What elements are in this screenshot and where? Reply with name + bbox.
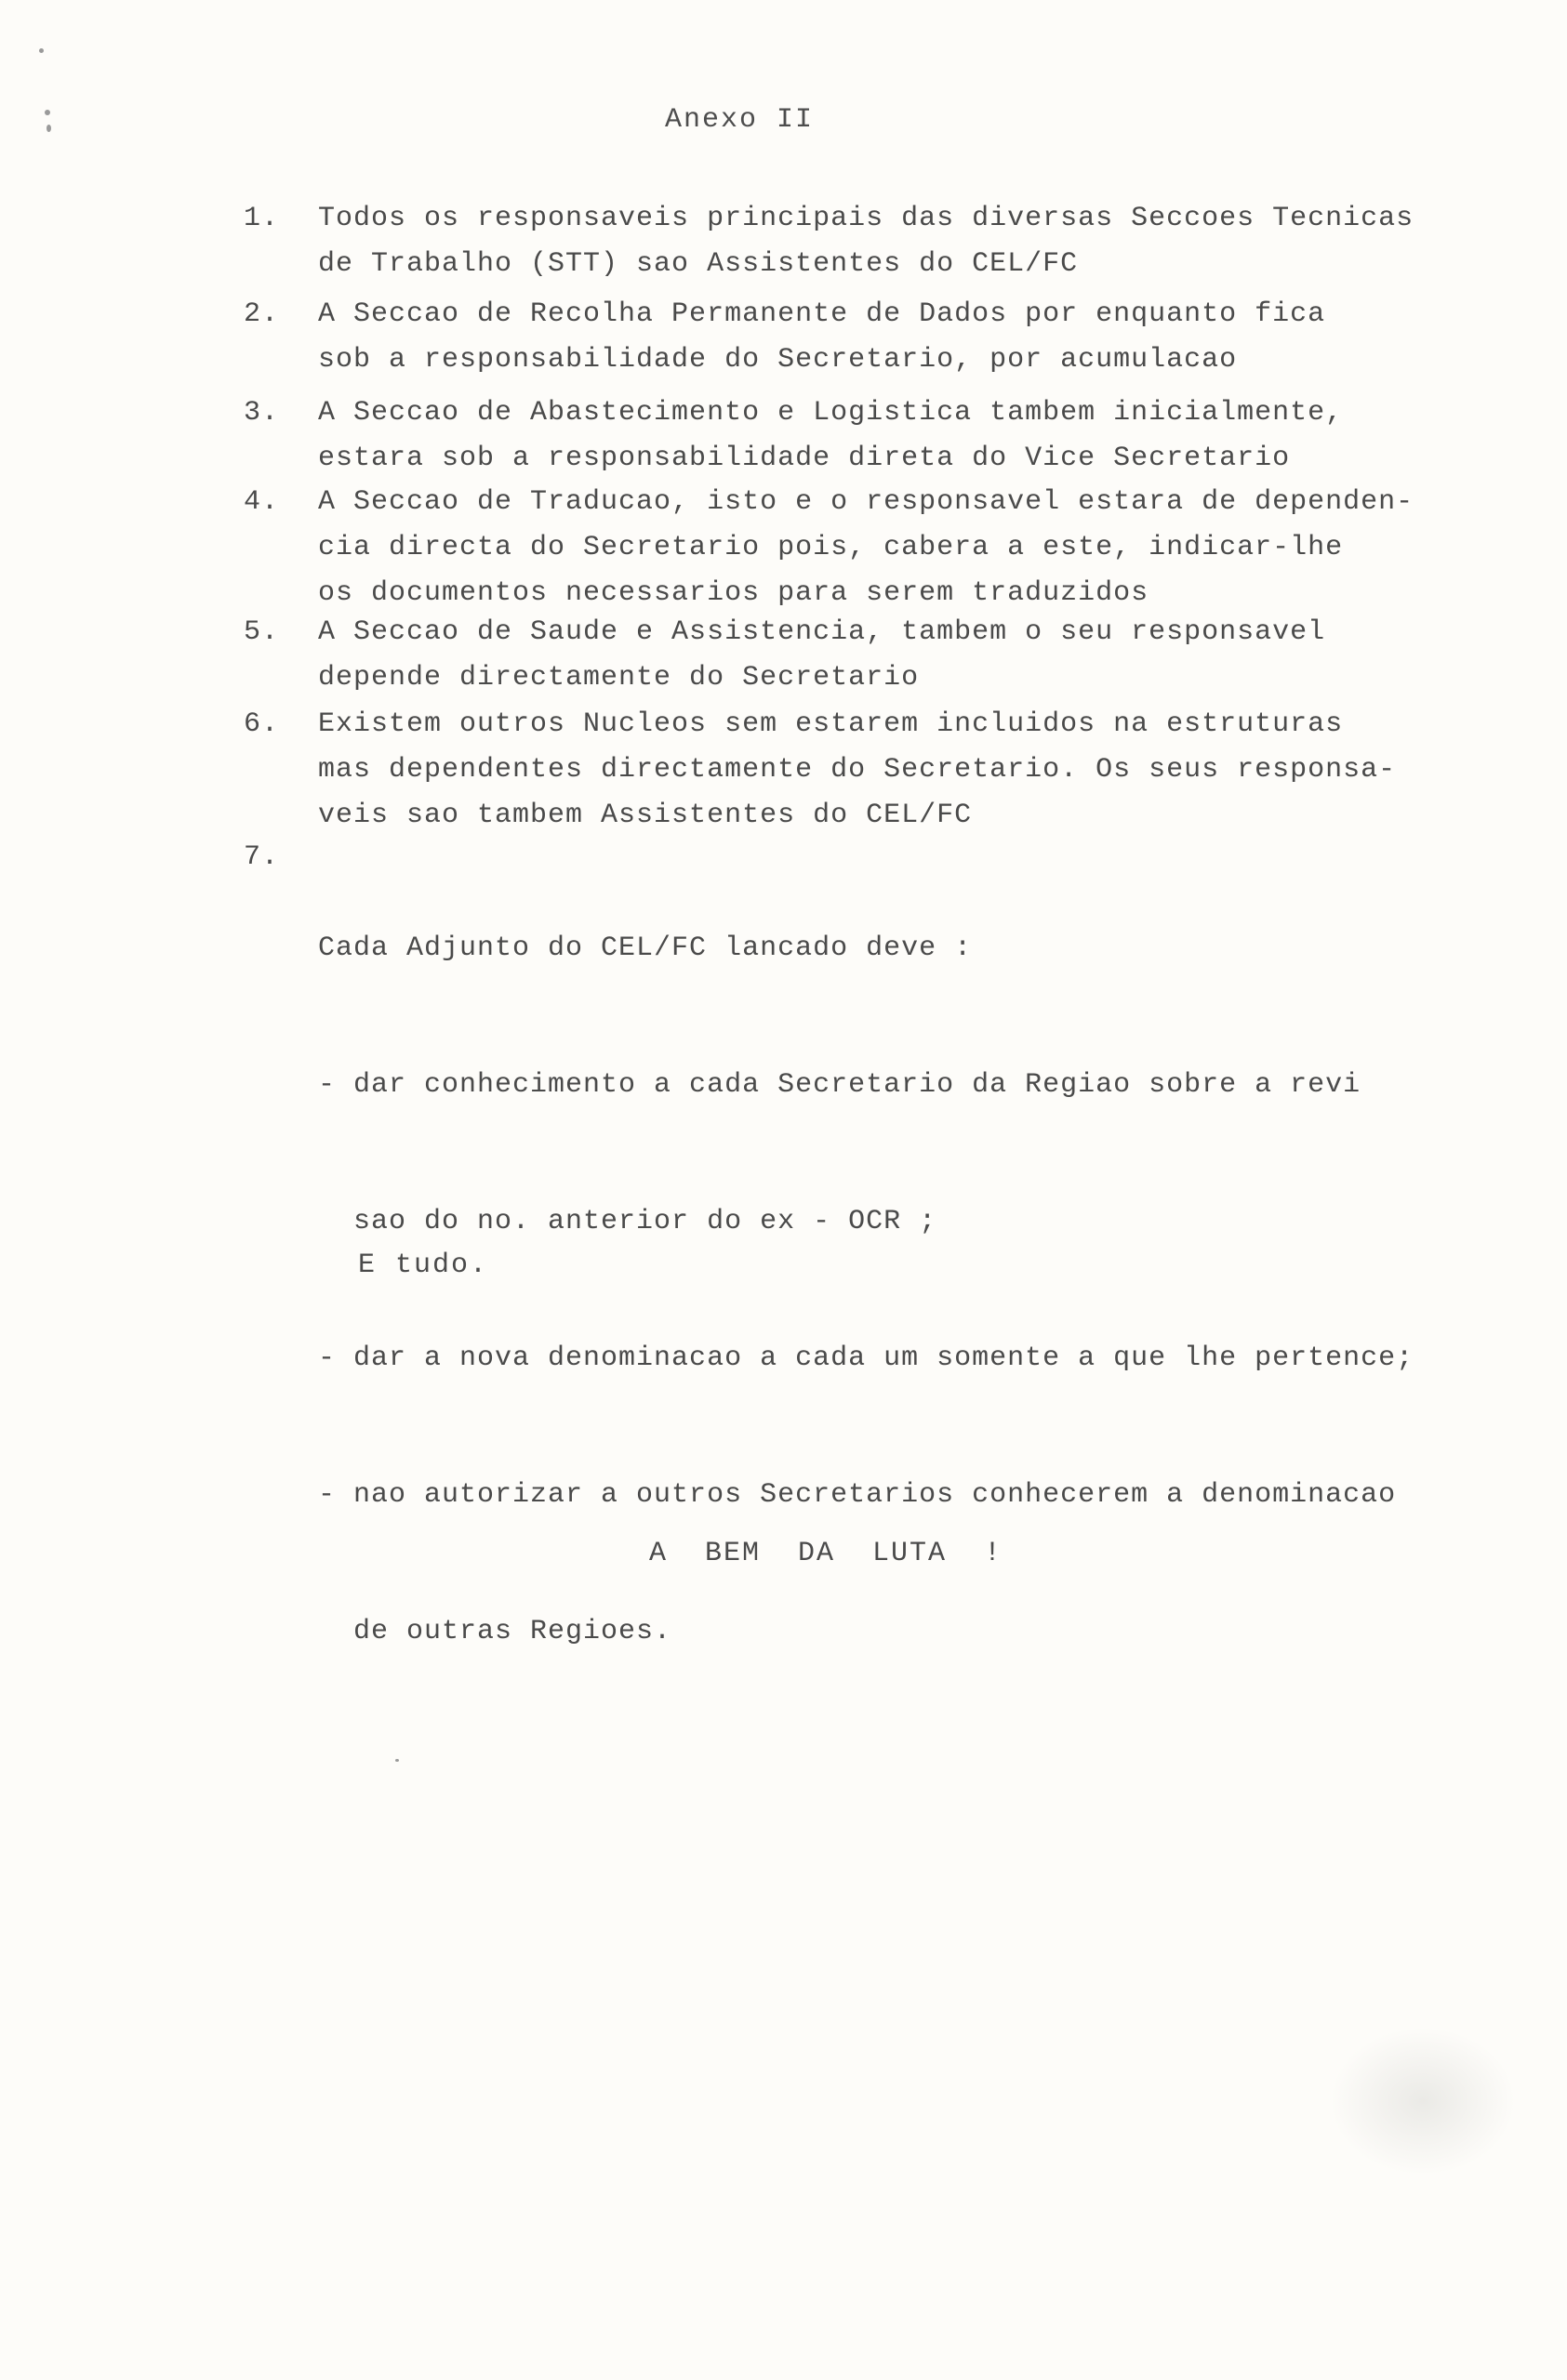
item-text xyxy=(318,835,1414,1746)
item-text xyxy=(318,610,1325,701)
item-line: sob a responsabilidade do Secretario, por acumulacao xyxy=(318,344,1238,376)
item-number: 3. xyxy=(244,397,280,429)
item-line: - dar conhecimento a cada Secretario da Regiao sobre a revi xyxy=(318,1069,1361,1101)
item-line: Existem outros Nucleos sem estarem incluidos na estruturas xyxy=(318,708,1344,740)
item-line: A Seccao de Saude e Assistencia, tambem o seu responsavel xyxy=(318,616,1326,648)
item-line: A Seccao de Traducao, isto e o responsavel estara de dependen- xyxy=(318,486,1414,518)
item-line: Todos os responsaveis principais das diversas Seccoes Tecnicas xyxy=(318,203,1414,234)
item-text xyxy=(318,196,1414,287)
item-number: 2. xyxy=(244,298,280,330)
item-line: Cada Adjunto do CEL/FC lancado deve : xyxy=(318,932,973,964)
item-line: veis sao tambem Assistentes do CEL/FC xyxy=(318,800,973,831)
item-text xyxy=(318,480,1414,616)
item-line: mas dependentes directamente do Secretario. Os seus responsa- xyxy=(318,754,1397,786)
paper-smudge xyxy=(1330,2027,1516,2175)
item-number: 1. xyxy=(244,203,280,234)
paper-speck xyxy=(45,110,50,115)
item-line: - nao autorizar a outros Secretarios conhecerem a denominacao xyxy=(318,1479,1397,1511)
item-number: 5. xyxy=(244,616,280,648)
page-title: Anexo II xyxy=(665,104,815,136)
item-line: de outras Regioes. xyxy=(318,1616,672,1647)
item-number: 4. xyxy=(244,486,280,518)
item-number: 6. xyxy=(244,708,280,740)
item-text xyxy=(318,292,1325,383)
item-line: depende directamente do Secretario xyxy=(318,662,920,694)
paper-speck xyxy=(395,1759,399,1762)
item-line: - dar a nova denominacao a cada um somente a que lhe pertence; xyxy=(318,1342,1414,1374)
item-text xyxy=(318,702,1396,839)
item-line: cia directa do Secretario pois, cabera a este, indicar-lhe xyxy=(318,532,1344,563)
item-line: A Seccao de Recolha Permanente de Dados por enquanto fica xyxy=(318,298,1326,330)
closing-text: E tudo. xyxy=(358,1250,489,1281)
signoff-text: A BEM DA LUTA ! xyxy=(649,1538,1003,1569)
item-line: de Trabalho (STT) sao Assistentes do CEL/FC xyxy=(318,248,1079,280)
item-line: sao do no. anterior do ex - OCR ; xyxy=(318,1206,937,1237)
item-text xyxy=(318,390,1343,482)
item-number: 7. xyxy=(244,841,280,873)
item-line: os documentos necessarios para serem traduzidos xyxy=(318,577,1149,609)
item-line: A Seccao de Abastecimento e Logistica tambem inicialmente, xyxy=(318,397,1344,429)
paper-speck xyxy=(39,48,44,53)
item-line: estara sob a responsabilidade direta do Vice Secretario xyxy=(318,443,1291,474)
paper-speck xyxy=(46,125,51,132)
